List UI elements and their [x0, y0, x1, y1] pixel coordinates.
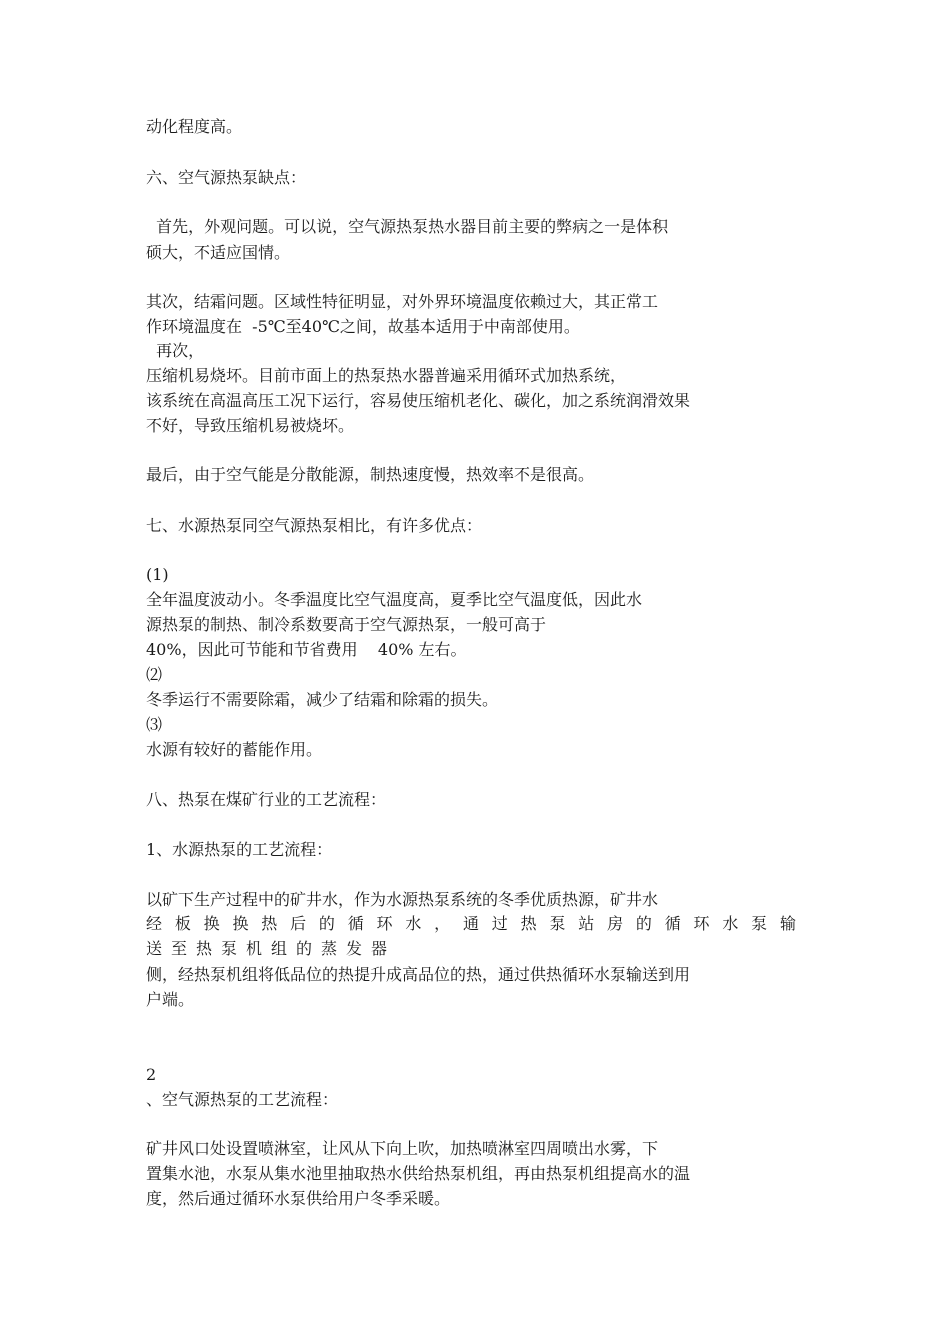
text-line: 其次，结霜问题。区域性特征明显，对外界环境温度依赖过大，其正常工	[146, 292, 659, 311]
list-marker: ⑵	[146, 665, 163, 684]
section-heading-8: 八、热泵在煤矿行业的工艺流程：	[146, 790, 387, 809]
text-line: 度，然后通过循环水泵供给用户冬季采暖。	[146, 1189, 451, 1208]
text-line: 源热泵的制热、制冷系数要高于空气源热泵，一般可高于	[146, 615, 547, 634]
text-line: 户端。	[146, 990, 195, 1009]
text-line: 首先，外观问题。可以说，空气源热泵热水器目前主要的弊病之一是体积	[146, 217, 669, 236]
subsection-number: 2	[146, 1065, 157, 1084]
text-line: 该系统在高温高压工况下运行，容易使压缩机老化、碳化，加之系统润滑效果	[146, 391, 691, 410]
list-marker: ⑶	[146, 715, 163, 734]
text-line: 全年温度波动小。冬季温度比空气温度高，夏季比空气温度低，因此水	[146, 590, 643, 609]
text-line: 矿井风口处设置喷淋室，让风从下向上吹，加热喷淋室四周喷出水雾，下	[146, 1139, 659, 1158]
text-line: 水源有较好的蓄能作用。	[146, 740, 323, 759]
text-line: 以矿下生产过程中的矿井水，作为水源热泵系统的冬季优质热源，矿井水	[146, 890, 659, 909]
list-marker: (1)	[146, 565, 169, 584]
text-line: 侧，经热泵机组将低品位的热提升成高品位的热，通过供热循环水泵输送到用	[146, 965, 691, 984]
text-line: 冬季运行不需要除霜，减少了结霜和除霜的损失。	[146, 690, 499, 709]
text-line: 不好，导致压缩机易被烧坏。	[146, 416, 355, 435]
text-line-spaced: 送至热泵机组的蒸发器	[146, 939, 397, 958]
text-line: 再次，	[146, 341, 205, 360]
text-line: 压缩机易烧坏。目前市面上的热泵热水器普遍采用循环式加热系统，	[146, 366, 627, 385]
subsection-heading-2: 、空气源热泵的工艺流程：	[146, 1090, 339, 1109]
text-line: 动化程度高。	[146, 117, 243, 136]
text-line: 置集水池，水泵从集水池里抽取热水供给热泵机组，再由热泵机组提高水的温	[146, 1164, 691, 1183]
text-line: 最后，由于空气能是分散能源，制热速度慢，热效率不是很高。	[146, 465, 595, 484]
subsection-heading-1: 1、水源热泵的工艺流程：	[146, 840, 333, 859]
section-heading-7: 七、水源热泵同空气源热泵相比，有许多优点：	[146, 516, 483, 535]
section-heading-6: 六、空气源热泵缺点：	[146, 168, 307, 187]
text-line: 硕大，不适应国情。	[146, 243, 291, 262]
text-line: 40%，因此可节能和节省费用 40% 左右。	[146, 640, 467, 659]
text-line: 作环境温度在 -5℃至40℃之间，故基本适用于中南部使用。	[146, 317, 580, 336]
text-line-justified: 经板换换热后的循环水，通过热泵站房的循环水泵输	[146, 914, 798, 933]
